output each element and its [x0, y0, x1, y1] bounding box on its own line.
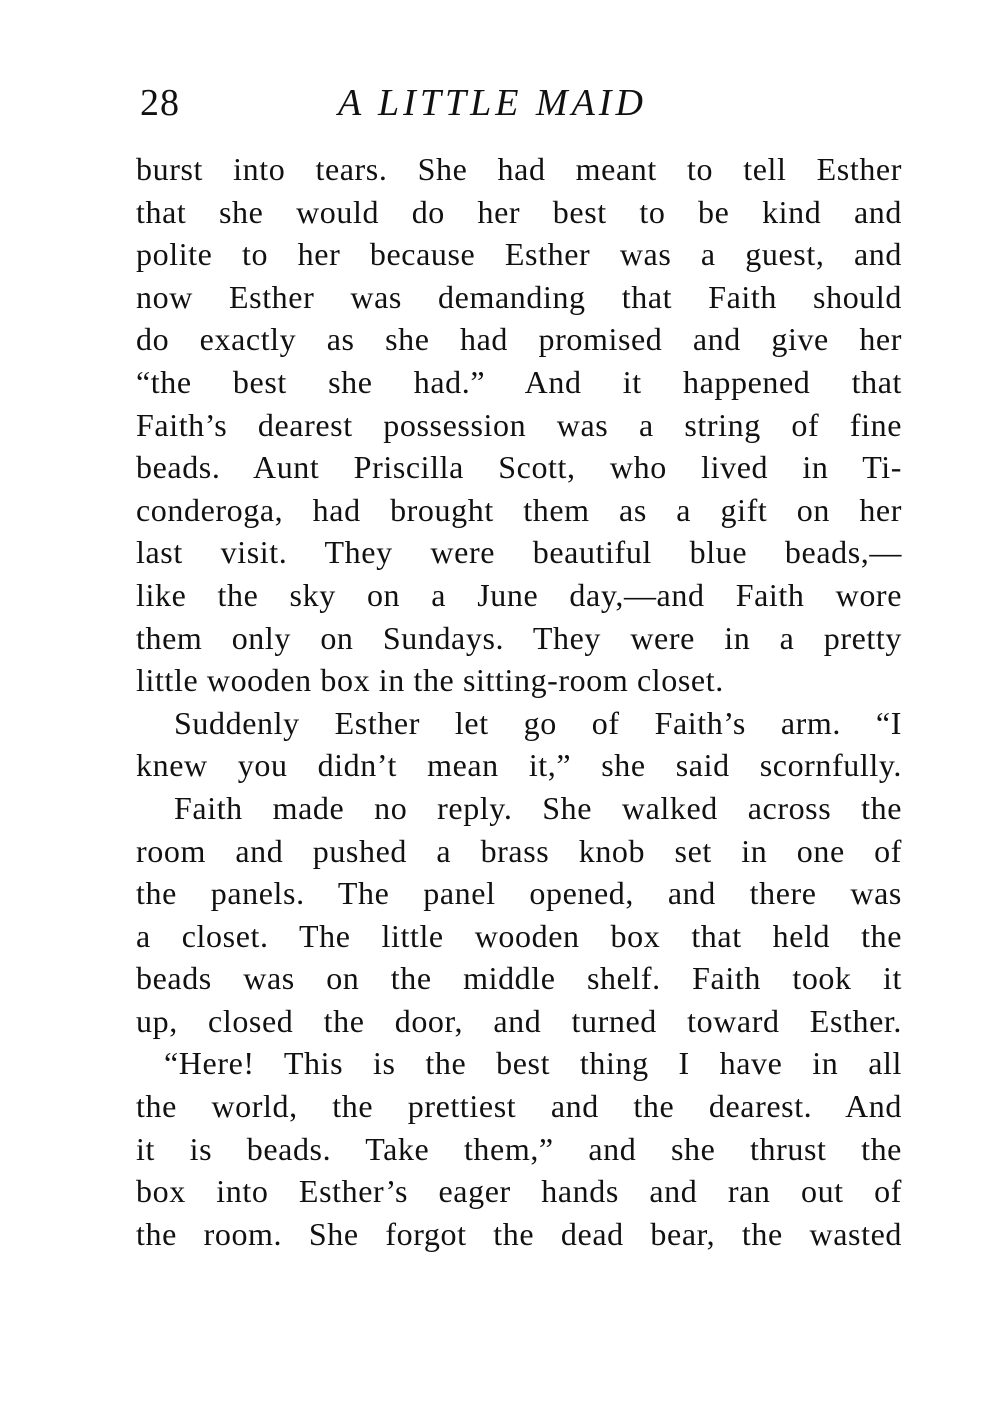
text-line: it is beads. Take them,” and she thrust the	[136, 1130, 902, 1167]
text-line: beads was on the middle shelf. Faith took it	[136, 960, 902, 997]
text-line: the panels. The panel opened, and there was	[136, 875, 902, 912]
text-line: the room. She forgot the dead bear, the wasted	[136, 1215, 902, 1252]
text-line: that she would do her best to be kind and	[136, 193, 902, 230]
text-line: like the sky on a June day,—and Faith wore	[136, 576, 902, 613]
text-line: do exactly as she had promised and give her	[136, 321, 902, 358]
text-line: Faith made no reply. She walked across the	[174, 789, 902, 826]
text-line: “Here! This is the best thing I have in all	[164, 1045, 902, 1082]
text-line: up, closed the door, and turned toward Esther.	[136, 1002, 902, 1039]
text-line: conderoga, had brought them as a gift on her	[136, 491, 902, 528]
running-title: A LITTLE MAID	[338, 82, 647, 124]
text-line: now Esther was demanding that Faith should	[136, 278, 902, 315]
body-text	[136, 148, 902, 1255]
text-line: “the best she had.” And it happened that	[136, 363, 902, 400]
text-line: Suddenly Esther let go of Faith’s arm. “I	[174, 704, 902, 741]
text-line: box into Esther’s eager hands and ran out of	[136, 1173, 902, 1210]
text-line: last visit. They were beautiful blue beads,—	[136, 534, 902, 571]
text-line: room and pushed a brass knob set in one of	[136, 832, 902, 869]
text-line: a closet. The little wooden box that held the	[136, 917, 902, 954]
text-line: them only on Sundays. They were in a pretty	[136, 619, 902, 656]
text-line: Faith’s dearest possession was a string of fine	[136, 406, 902, 443]
text-line: knew you didn’t mean it,” she said scornfully.	[136, 747, 902, 784]
text-line: the world, the prettiest and the dearest. And	[136, 1088, 902, 1125]
text-line: polite to her because Esther was a guest, and	[136, 236, 902, 273]
text-line: beads. Aunt Priscilla Scott, who lived in Ti-	[136, 449, 902, 486]
page-header	[136, 78, 906, 128]
text-line: burst into tears. She had meant to tell Esther	[136, 151, 902, 187]
text-line: little wooden box in the sitting-room closet.	[136, 662, 724, 699]
page-number: 28	[140, 82, 180, 124]
